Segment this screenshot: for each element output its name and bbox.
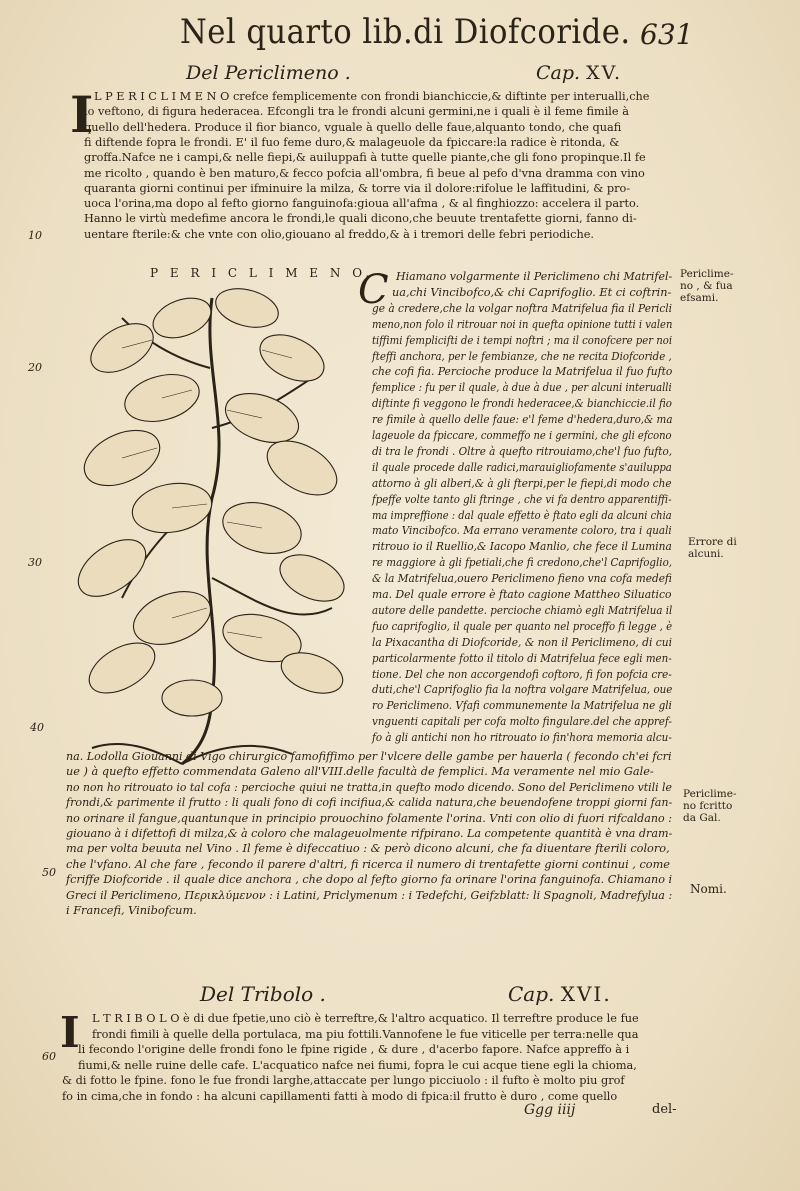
margin-note: Nomi.: [690, 882, 727, 896]
text-line: re fimile à quello delle faue: e'l feme d'hedera,duro,& ma: [372, 413, 673, 427]
text-line: fiumi,& nelle ruine delle cafe. L'acquatico nafce nei fiumi, fopra le cui acque tiene egli la chioma,: [78, 1058, 637, 1072]
chapter-number: XVI.: [560, 982, 612, 1006]
text-line: giouano à i difettofi di milza,& à coloro che malageuolmente rifpirano. La competente quantità è vna dram-: [66, 827, 673, 840]
line-number: 40: [30, 721, 44, 734]
chapter-word: Cap.: [536, 62, 581, 84]
text-line: frondi fimili à quelle della portulaca, ma piu fottili.Vannofene le fue viticelle per terra:nelle qua: [92, 1027, 639, 1041]
figure-label: P E R I C L I M E N O.: [150, 266, 374, 280]
signature-mark: Ggg iiij: [524, 1102, 576, 1118]
text-line: meno,non folo il ritrouar noi in quefta opinione tutti i valen: [372, 317, 673, 331]
text-line: lo veftono, di figura hederacea. Efcongli tra le frondi alcuni germini,ne i quali è il feme fimile à: [84, 105, 629, 119]
text-line: li fecondo l'origine delle frondi fono le fpine rigide , & dure , d'acerbo fapore. Nafce appreffo à i: [78, 1043, 630, 1057]
text-line: fi diftende fopra le frondi. E' il fuo feme duro,& malageuole da fpiccare:la radice è ritonda, &: [84, 135, 620, 149]
line-number: 10: [28, 229, 42, 242]
text-line: ma impreffione : dal quale effetto è ftato egli da alcuni chia: [372, 508, 672, 522]
text-line: lageuole da fpiccare, commeffo ne i germini, che gli efcono: [372, 429, 672, 442]
margin-note: Periclime- no fcritto da Gal.: [683, 788, 737, 824]
text-line: frondi,& parimente il frutto : li quali fono di cofi incifiua,& calida natura,che beuendofene troppi giorni fan-: [66, 796, 673, 810]
text-line: ma. Del quale errore è ftato cagione Mattheo Siluatico: [372, 588, 672, 601]
text-line: ua,chi Vincibofco,& chi Caprifoglio. Et ci coftrin-: [392, 285, 672, 299]
text-line: & di fotto le fpine. fono le fue frondi larghe,attaccate per lungo picciuolo : il fufto è molto piu grof: [62, 1074, 625, 1088]
line-number: 30: [28, 556, 42, 569]
text-line: Hiamano volgarmente il Periclimeno chi Matrifel-: [396, 270, 673, 283]
text-line: fo in cima,che in fondo : ha alcuni capillamenti fatti à modo di fpica:il frutto è duro , come quello: [62, 1090, 618, 1103]
text-line: il quale procede dalle radici,marauigliofamente s'auiluppa: [372, 460, 672, 474]
text-line: re maggiore à gli fpetiali,che fi credono,che'l Caprifoglio,: [372, 556, 673, 570]
text-line: femplice : fu per il quale, à due à due , per alcuni interualli: [372, 381, 672, 395]
text-line: uoca l'orina,ma dopo al fefto giorno fanguinofa:gioua all'afma , & al finghiozzo: accelera il parto.: [84, 197, 640, 211]
section-title-tribolo: Del Tribolo .: [200, 982, 326, 1006]
chapter-label: [536, 62, 622, 84]
chapter-word: Cap.: [508, 982, 555, 1006]
text-line: fuo caprifoglio, il quale per quanto nel proceffo fi legge , è: [372, 619, 673, 633]
text-line: L T R I B O L O è di due fpetie,uno ciò è terreftre,& l'altro acquatico. Il terreftre produce le fue: [92, 1012, 639, 1025]
text-line: vnguenti capitali per cofa molto fingulare.del che appref-: [372, 715, 672, 729]
line-number: 50: [42, 866, 56, 879]
text-line: ritrouo io il Ruellio,& Iacopo Manlio, che fece il Lumina: [372, 540, 672, 554]
text-line: uentare fterile:& che vnte con olio,giouano al freddo,& à i tremori delle febri periodiche.: [84, 227, 595, 241]
text-line: duti,che'l Caprifoglio fia la noftra volgare Matrifelua, oue: [372, 683, 673, 697]
text-line: autore delle pandette. percioche chiamò egli Matrifelua il: [372, 603, 673, 617]
text-line: diftinte fi veggono le frondi hederacee,& bianchiccie.il fio: [372, 397, 672, 411]
catchword: del-: [652, 1102, 677, 1117]
text-line: quaranta giorni continui per ifminuire la milza, & torre via il dolore:rifolue le laffitudini, & pro-: [84, 181, 631, 195]
text-line: ge à credere,che la volgar noftra Matrifelua fia il Pericli: [372, 301, 673, 315]
chapter-label: [508, 982, 612, 1006]
line-number: 60: [42, 1050, 56, 1063]
chapter-number: XV.: [586, 62, 623, 84]
text-line: fcriffe Diofcoride . il quale dice anchora , che dopo al fefto giorno fa orinare l'orina fanguinofa. Chiamano i: [66, 873, 673, 887]
text-line: i Francefi, Vinibofcum.: [66, 904, 197, 917]
text-line: che cofi fia. Percioche produce la Matrifelua il fuo fufto: [372, 365, 673, 379]
text-line: attorno à gli alberi,& à gli fterpi,per le fiepi,di modo che: [372, 476, 672, 490]
text-line: di tra le frondi . Oltre à quefto ritrouiamo,che'l fuo fufto,: [372, 444, 673, 458]
margin-note: Periclime- no , & fua efsami.: [680, 268, 734, 304]
text-line: Hanno le virtù medefime ancora le frondi,le quali dicono,che beuute trentafette giorni, fanno di-: [84, 212, 637, 226]
text-line: no orinare il fangue,quantunque in principio prouochino folamente l'orina. Vnti con olio di fuori rifcaldano :: [66, 811, 672, 825]
text-line: la Pixacantha di Diofcoride, & non il Periclimeno, di cui: [372, 635, 673, 649]
drop-initial: I: [60, 1008, 80, 1057]
text-line: particolarmente fotto il titolo di Matrifelua fece egli men-: [372, 651, 672, 665]
text-line: & la Matrifelua,ouero Periclimeno fieno vna cofa medefi: [372, 572, 672, 586]
text-line: ue ) à quefto effetto commendata Galeno all'VIII.delle facultà de femplici. Ma veramente nel mio Gale-: [66, 765, 654, 779]
text-line: che l'vfano. Al che fare , fecondo il parere d'altri, fi ricerca il numero di trentafette giorni continui , come: [66, 857, 670, 871]
text-line: quello dell'hedera. Produce il fior bianco, vguale à quello delle faue,alquanto tondo, che quafi: [84, 120, 622, 134]
text-line: fpeffe volte tanto gli ftringe , che vi fa dentro apparentiffi-: [372, 492, 672, 506]
text-line: no non ho ritrouato io tal cofa : percioche quiui ne tratta,in quefto modo dicendo. Sono del Periclimeno vtili le: [66, 780, 672, 794]
section-title-periclimeno: Del Periclimeno .: [186, 62, 351, 84]
drop-initial: I: [70, 85, 94, 144]
text-line: Greci il Periclimeno, Περικλύμενον : i Latini, Priclymenum : i Tedefchi, Geifzblatt: li Spagnoli, Madrefylua :: [66, 888, 673, 902]
text-line: L P E R I C L I M E N O crefce femplicemente con frondi bianchiccie,& diftinte per interualli,che: [94, 90, 650, 103]
text-line: fo à gli antichi non ho ritrouato io fin'hora memoria alcu-: [372, 731, 672, 745]
commentary-drop-initial: C: [358, 267, 389, 313]
line-number: 20: [28, 361, 42, 374]
margin-note: Errore di alcuni.: [688, 536, 737, 560]
text-line: groffa.Nafce ne i campi,& nelle fiepi,& auiluppafi à tutte quelle piante,che gli fono propinque.Il fe: [84, 151, 646, 165]
text-line: mato Vincibofco. Ma errano veramente coloro, tra i quali: [372, 524, 672, 538]
text-line: tiffimi femplicifti de i tempi noftri ; ma il conofcere per noi: [372, 333, 673, 347]
periclimeno-woodcut-illustration: [62, 278, 352, 766]
text-line: tione. Del che non accorgendofi coftoro, fi fon pofcia cre-: [372, 667, 672, 681]
text-line: fteffi anchora, per le fembianze, che ne recita Diofcoride ,: [372, 349, 672, 363]
text-line: ma per volta beuuta nel Vino . Il feme è difeccatiuo : & però dicono alcuni, che fa diuentare fterili coloro,: [66, 842, 670, 856]
running-header: Nel quarto lib.di Diofcoride.: [180, 12, 631, 52]
page-number: 631: [640, 18, 694, 51]
text-line: me ricolto , quando è ben maturo,& fecco pofcia all'ombra, fi beue al pefo d'vna dramma con vino: [84, 166, 645, 180]
text-line: na. Lodolla Giouanni di Vigo chirurgico famofiffimo per l'vlcere delle gambe per hauerla ( fecondo ch'ei fcri: [66, 750, 672, 763]
text-line: ro Periclimeno. Vfafi communemente la Matrifelua ne gli: [372, 699, 672, 713]
